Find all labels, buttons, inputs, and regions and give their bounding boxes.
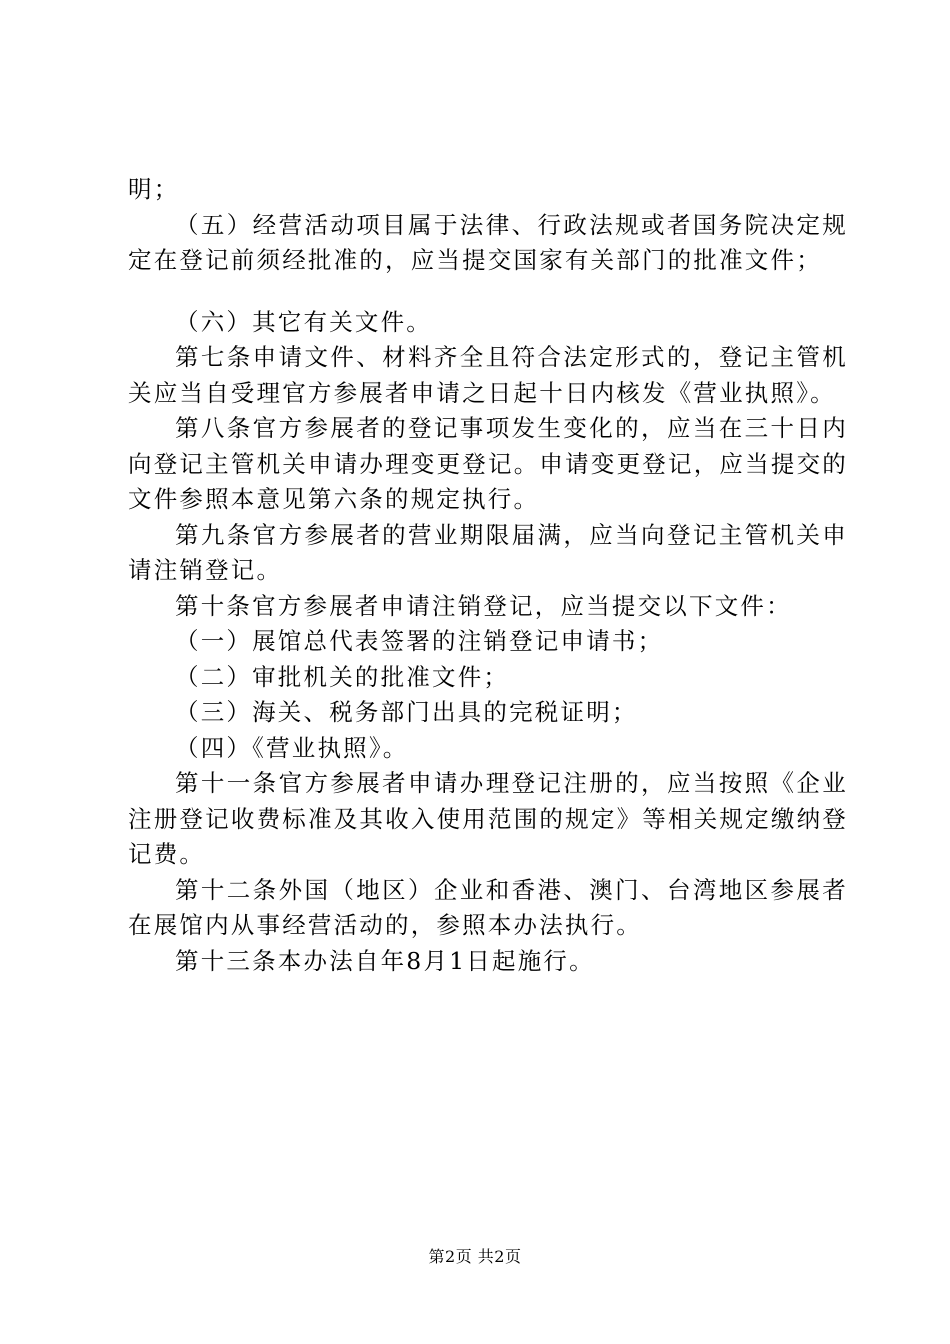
- paragraph-article-7: 第七条申请文件、材料齐全且符合法定形式的，登记主管机关应当自受理官方参展者申请之日起十日内核发《营业执照》。: [128, 343, 848, 407]
- paragraph-item-5: （五）经营活动项目属于法律、行政法规或者国务院决定规定在登记前须经批准的，应当提交国家有关部门的批准文件；: [128, 210, 848, 274]
- paragraph-list-item-3: （三）海关、税务部门出具的完税证明；: [175, 698, 638, 726]
- paragraph-list-item-4: （四）《营业执照》。: [175, 733, 409, 762]
- paragraph-continuation: 明；: [128, 175, 180, 203]
- page-footer: [0, 1244, 950, 1267]
- paragraph-article-8: 第八条官方参展者的登记事项发生变化的，应当在三十日内向登记主管机关申请办理变更登记。申请变更登记，应当提交的文件参照本意见第六条的规定执行。: [128, 414, 848, 513]
- paragraph-article-11: 第十一条官方参展者申请办理登记注册的，应当按照《企业注册登记收费标准及其收入使用范围的规定》等相关规定缴纳登记费。: [128, 769, 848, 868]
- paragraph-article-10: 第十条官方参展者申请注销登记，应当提交以下文件：: [175, 591, 792, 620]
- paragraph-article-9: 第九条官方参展者的营业期限届满，应当向登记主管机关申请注销登记。: [128, 520, 848, 584]
- paragraph-article-13: 第十三条本办法自年8月1日起施行。: [175, 946, 595, 975]
- paragraph-list-item-1: （一）展馆总代表签署的注销登记申请书；: [175, 627, 664, 655]
- paragraph-spacer: [128, 279, 848, 305]
- page-number-label: 第2页 共2页: [428, 1247, 522, 1266]
- paragraph-article-12: 第十二条外国（地区）企业和香港、澳门、台湾地区参展者在展馆内从事经营活动的，参照本办法执行。: [128, 875, 848, 939]
- paragraph-item-6: （六）其它有关文件。: [175, 307, 432, 336]
- document-body: [128, 172, 848, 979]
- paragraph-list-item-2: （二）审批机关的批准文件；: [175, 662, 510, 691]
